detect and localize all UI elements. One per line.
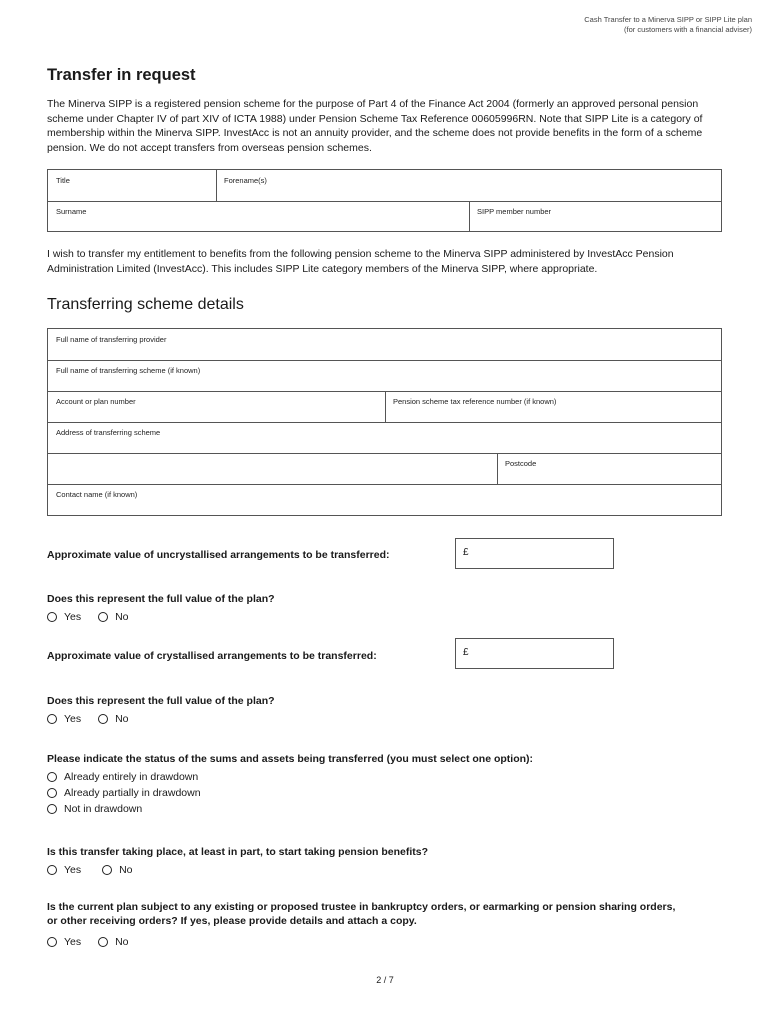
status-options — [47, 771, 215, 819]
page-number: 2 / 7 — [376, 975, 394, 985]
full-value-options-2 — [47, 713, 143, 727]
status-entirely-drawdown-radio[interactable] — [47, 771, 201, 783]
account-number-label: Account or plan number — [56, 397, 136, 406]
transfer-statement: I wish to transfer my entitlement to benefits from the following pension scheme to the Minerva SIPP administered by InvestAcc Pension Administration Limited (InvestAcc). This includes SIPP Lite category members of the Minerva SIPP, where appropriate. — [47, 248, 674, 275]
address-label: Address of transferring scheme — [56, 428, 161, 437]
full-value-options-1 — [47, 611, 143, 625]
yes-label: Yes — [64, 936, 82, 948]
uncrystallised-question: Approximate value of uncrystallised arrangements to be transferred: — [47, 549, 390, 561]
provider-field[interactable] — [48, 329, 721, 360]
forenames-label: Forename(s) — [224, 176, 267, 185]
section-title: Transferring scheme details — [47, 296, 244, 313]
forenames-field[interactable] — [216, 170, 721, 201]
address-field[interactable] — [48, 422, 721, 453]
currency-symbol: £ — [463, 547, 469, 558]
contact-label: Contact name (if known) — [56, 490, 138, 499]
status-option-label: Not in drawdown — [64, 803, 143, 815]
currency-symbol: £ — [463, 647, 469, 658]
scheme-details-table — [47, 328, 722, 516]
bankruptcy-question: Is the current plan subject to any existing or proposed trustee in bankruptcy orders, or earmarking or pension sharing orders, or other receiving orders? If yes, please provide details and attach a copy. — [47, 901, 676, 927]
no-label: No — [115, 713, 129, 725]
contact-field[interactable] — [48, 484, 721, 515]
provider-label: Full name of transferring provider — [56, 335, 167, 344]
full-value-question-1: Does this represent the full value of the plan? — [47, 593, 275, 605]
radio-circle-icon — [98, 612, 108, 622]
status-question: Please indicate the status of the sums and assets being transferred (you must select one option): — [47, 753, 534, 765]
page-title: Transfer in request — [47, 66, 196, 84]
scheme-name-field[interactable] — [48, 360, 721, 391]
no-label: No — [115, 936, 129, 948]
yes-label: Yes — [64, 864, 82, 876]
status-option-label: Already entirely in drawdown — [64, 771, 199, 783]
account-number-field[interactable] — [48, 391, 385, 422]
full-value-2-no-radio[interactable] — [98, 713, 128, 725]
no-label: No — [115, 611, 129, 623]
address-line-2-field[interactable] — [48, 453, 497, 484]
bankruptcy-options — [47, 936, 143, 950]
status-option-label: Already partially in drawdown — [64, 787, 201, 799]
status-partially-drawdown-radio[interactable] — [47, 787, 201, 799]
intro-paragraph: The Minerva SIPP is a registered pension scheme for the purpose of Part 4 of the Finance Act 2004 (formerly an approved personal pension scheme under Chapter IV of part XIV of ICTA 1988) under Pension Scheme Tax Reference 00605996RN. Note that SIPP Lite is a category of membership within the Minerva SIPP. InvestAcc is not an annuity provider, and the scheme does not provide benefits in the form of a scheme pension. We do not accept transfers from overseas pension schemes. — [47, 98, 703, 154]
sipp-member-number-label: SIPP member number — [477, 207, 552, 216]
bankruptcy-no-radio[interactable] — [98, 936, 128, 948]
member-details-table — [47, 169, 722, 232]
full-value-question-2: Does this represent the full value of the plan? — [47, 695, 275, 707]
sipp-member-number-field[interactable] — [469, 201, 721, 232]
radio-circle-icon — [47, 937, 57, 947]
title-field[interactable] — [48, 170, 216, 201]
pstr-field[interactable] — [385, 391, 721, 422]
title-label: Title — [56, 176, 70, 185]
radio-circle-icon — [47, 612, 57, 622]
document-header — [584, 15, 752, 35]
full-value-1-yes-radio[interactable] — [47, 611, 81, 623]
benefits-options — [47, 864, 147, 878]
full-value-2-yes-radio[interactable] — [47, 713, 81, 725]
surname-label: Surname — [56, 207, 87, 216]
surname-field[interactable] — [48, 201, 469, 232]
benefits-no-radio[interactable] — [102, 864, 132, 876]
crystallised-value-field[interactable] — [455, 638, 614, 669]
benefits-yes-radio[interactable] — [47, 864, 81, 876]
radio-circle-icon — [47, 772, 57, 782]
uncrystallised-value-field[interactable] — [455, 538, 614, 569]
radio-circle-icon — [47, 865, 57, 875]
yes-label: Yes — [64, 611, 82, 623]
radio-circle-icon — [47, 788, 57, 798]
full-value-1-no-radio[interactable] — [98, 611, 128, 623]
radio-circle-icon — [47, 714, 57, 724]
radio-circle-icon — [47, 804, 57, 814]
benefits-question: Is this transfer taking place, at least in part, to start taking pension benefits? — [47, 846, 428, 858]
postcode-label: Postcode — [505, 459, 537, 468]
postcode-field[interactable] — [497, 453, 721, 484]
header-line-1: Cash Transfer to a Minerva SIPP or SIPP Lite plan — [584, 15, 752, 24]
scheme-name-label: Full name of transferring scheme (if known) — [56, 366, 201, 375]
pstr-label: Pension scheme tax reference number (if known) — [393, 397, 557, 406]
radio-circle-icon — [98, 714, 108, 724]
bankruptcy-yes-radio[interactable] — [47, 936, 81, 948]
header-line-2: (for customers with a financial adviser) — [624, 25, 752, 34]
radio-circle-icon — [102, 865, 112, 875]
status-not-drawdown-radio[interactable] — [47, 803, 201, 815]
no-label: No — [119, 864, 133, 876]
yes-label: Yes — [64, 713, 82, 725]
crystallised-question: Approximate value of crystallised arrangements to be transferred: — [47, 650, 377, 662]
radio-circle-icon — [98, 937, 108, 947]
